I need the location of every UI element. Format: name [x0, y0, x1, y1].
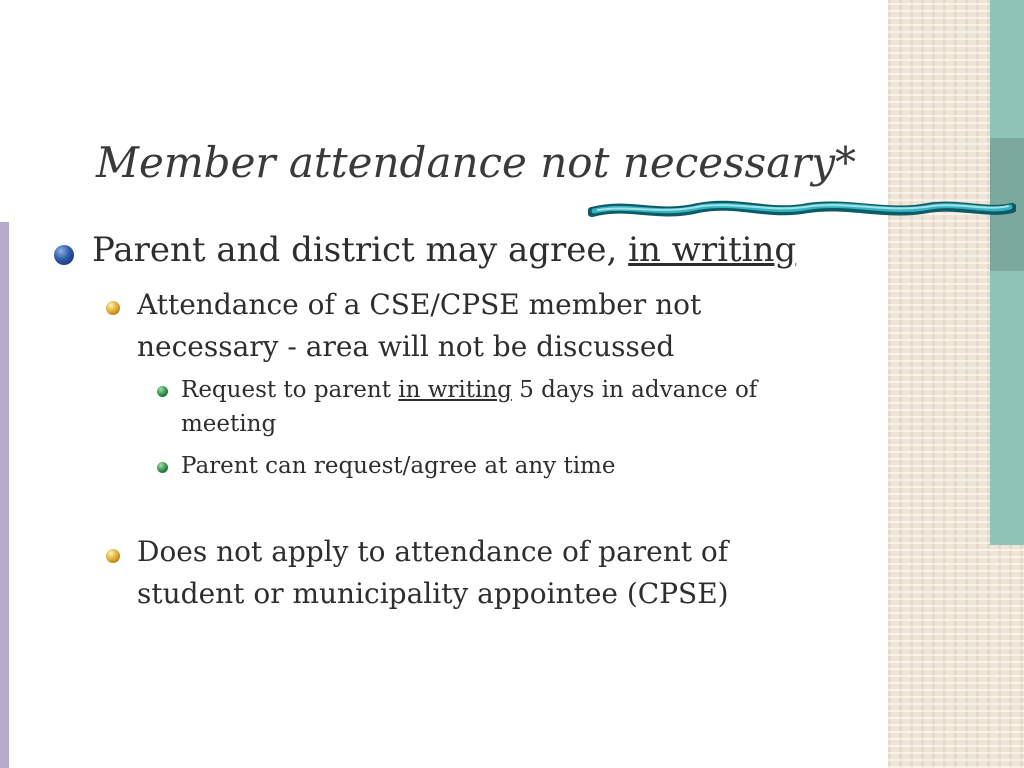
bullet-line: Attendance of a CSE/CPSE member not: [137, 288, 702, 321]
bullet-level1-parent-district: [92, 230, 796, 270]
teal-accent-bar: [990, 0, 1024, 545]
bullet-level3-icon: [157, 462, 168, 473]
bullet-level2-icon: [106, 549, 120, 563]
bullet-text: Parent and district may agree,: [92, 230, 629, 270]
bullet-line: [181, 373, 757, 407]
bullet-text: 5 days in advance of: [511, 377, 758, 403]
bullet-underlined-text: in writing: [628, 230, 797, 270]
bullet-level2-does-not-apply: [137, 531, 729, 615]
bullet-line: necessary - area will not be discussed: [137, 330, 675, 363]
bullet-level3-request: [181, 373, 757, 441]
brush-stroke-decoration: [588, 196, 1016, 224]
bullet-line: meeting: [181, 411, 277, 437]
bullet-level2-icon: [106, 301, 120, 315]
bullet-line: Does not apply to attendance of parent of: [137, 535, 729, 568]
bullet-line: student or municipality appointee (CPSE): [137, 577, 729, 610]
bullet-level1-icon: [54, 245, 74, 265]
bullet-text: Request to parent: [181, 377, 399, 403]
bullet-level3-parent-request: [181, 449, 615, 483]
slide-title: Member attendance not necessary*: [96, 138, 857, 187]
lavender-left-rule: [0, 222, 9, 768]
bullet-level2-attendance: [137, 284, 701, 368]
bullet-underlined-text: in writing: [398, 377, 512, 403]
bullet-level3-icon: [157, 386, 168, 397]
bullet-line: Parent can request/agree at any time: [181, 453, 616, 479]
